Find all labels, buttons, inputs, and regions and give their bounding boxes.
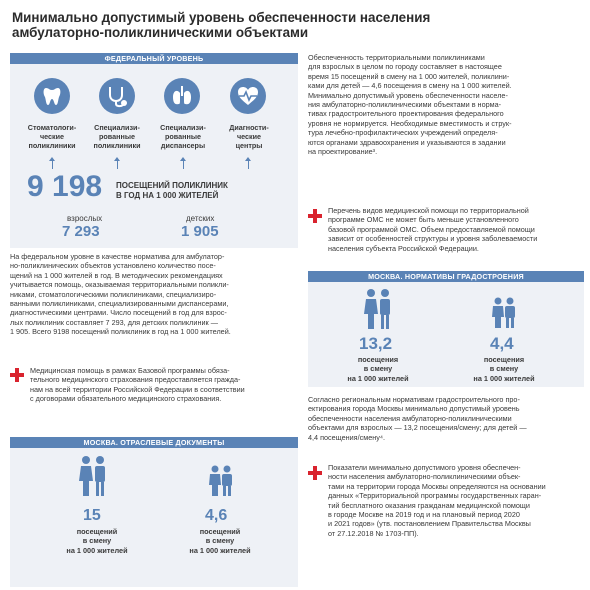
- child-people-icon: [208, 465, 234, 497]
- arrow-up-icon: [248, 160, 249, 169]
- adult-people-icon: [78, 455, 108, 497]
- page-title: Минимально допустимый уровень обеспеченности населения амбулаторно-поликлиническими объектами: [12, 10, 431, 40]
- arrow-up-icon: [183, 160, 184, 169]
- moscow-norms-band: МОСКВА. НОРМАТИВЫ ГРАДОСТРОЕНИЯ: [308, 271, 584, 282]
- medical-cross-icon: [10, 368, 24, 382]
- tooth-icon: [34, 78, 70, 114]
- right-note-1: Перечень видов медицинской помощи по территориальной программе ОМС не может быть меньше установленного базовой программой ОМС. Объем предоставляемой помощи зависит от особенностей структуры и уровня заболеваемости населения субъекта Российской Федерации.: [328, 206, 538, 253]
- child-people-icon: [491, 297, 517, 329]
- right-paragraph-1: Обеспеченность территориальными поликлиниками для взрослых в целом по городу составляет в настоящее время 15 посещений в смену на 1 000 жителей, поликлини- ками для детей — 4,6 посещения в смену на 1 000 жителей. Минимально допустимый уровень обеспеченности населе- ния амбулаторно-поликлиническими объектами в норма- тивах градостроительного проектирования федерального уровня не нормируется. Необходимые вместимость и струк- тура лечебно-профилактических учреждений определя- ются органами здравоохранения и указываются в задании на проектирование³.: [308, 53, 512, 157]
- kids-value: 1 905: [181, 223, 219, 240]
- norms-adults-value: 13,2: [359, 334, 393, 353]
- category-diagnostic: Диагности- ческие центры: [229, 123, 269, 150]
- federal-band: ФЕДЕРАЛЬНЫЙ УРОВЕНЬ: [10, 53, 298, 64]
- moscow-docs-panel: [10, 437, 298, 587]
- category-dispensaries: Специализи- рованные диспансеры: [160, 123, 206, 150]
- adults-value: 7 293: [62, 223, 100, 240]
- medical-cross-icon: [308, 209, 322, 223]
- arrow-up-icon: [52, 160, 53, 169]
- category-dental: Стоматологи- ческие поликлиники: [27, 123, 77, 150]
- stethoscope-icon: [99, 78, 135, 114]
- docs-adults-caption: посещений в смену на 1 000 жителей: [66, 527, 128, 555]
- right-note-2: Показатели минимально допустимого уровня обеспечен- ности населения амбулаторно-поликлиническими объек- тами на территории города Москвы определяются на основании данных «Территориальной программы государственных гаран- тий бесплатного оказания гражданам медицинской помощи в городе Москве на 2019 год и на плановый период 2020 и 2021 годов» (утв. постановлением Правительства Москвы от 27.12.2018 № 1703-ПП).: [328, 463, 546, 538]
- lungs-icon: [164, 78, 200, 114]
- docs-kids-caption: посещений в смену на 1 000 жителей: [189, 527, 251, 555]
- docs-adults-value: 15: [83, 507, 101, 524]
- medical-cross-icon: [308, 466, 322, 480]
- federal-note: Медицинская помощь в рамках Базовой программы обяза- тельного медицинского страхования предоставляется гражда- нам на всей территории Российской Федерации в соответствии с договорами обязательного медицинского страхования.: [30, 366, 245, 404]
- heartbeat-icon: [230, 78, 266, 114]
- federal-paragraph: На федеральном уровне в качестве норматива для амбулатор- но-поликлинических объектов установлено количество посе- щений на 1 000 жителей в год. В методических рекомендациях учитывается помощь, оказываемая территориальными поликли- никами, стоматологическими поликлиниками, специализиро- ванными поликлиниками, специализированными диспансерами, диагностическими центрами. Число посещений в год для взрос- лых поликлиник составляет 7 293, для детских поликлиник — 1 905. Всего 9198 посещений поликлиник в год на 1 000 жителей.: [10, 252, 231, 337]
- adult-people-icon: [363, 288, 393, 330]
- category-special-clinics: Специализи- рованные поликлиники: [93, 123, 141, 150]
- docs-kids-value: 4,6: [205, 507, 228, 524]
- right-paragraph-2: Согласно региональным нормативам градостроительного про- ектирования города Москвы минимально допустимый уровень обеспеченности населения амбулаторно-поликлиническими объектами для взрослых — 13,2 посещения/смену; для детей — 4,4 посещения/смену⁴.: [308, 395, 527, 442]
- norms-adults-caption: посещения в смену на 1 000 жителей: [347, 355, 409, 383]
- total-visits-caption: ПОСЕЩЕНИЙ ПОЛИКЛИНИК В ГОД НА 1 000 ЖИТЕЛЕЙ: [116, 181, 228, 200]
- adults-label: взрослых: [67, 214, 103, 223]
- norms-kids-caption: посещения в смену на 1 000 жителей: [473, 355, 535, 383]
- total-visits-number: 9 198: [27, 170, 103, 203]
- moscow-docs-band: МОСКВА. ОТРАСЛЕВЫЕ ДОКУМЕНТЫ: [10, 437, 298, 448]
- norms-kids-value: 4,4: [490, 334, 514, 353]
- kids-label: детских: [186, 214, 215, 223]
- arrow-up-icon: [117, 160, 118, 169]
